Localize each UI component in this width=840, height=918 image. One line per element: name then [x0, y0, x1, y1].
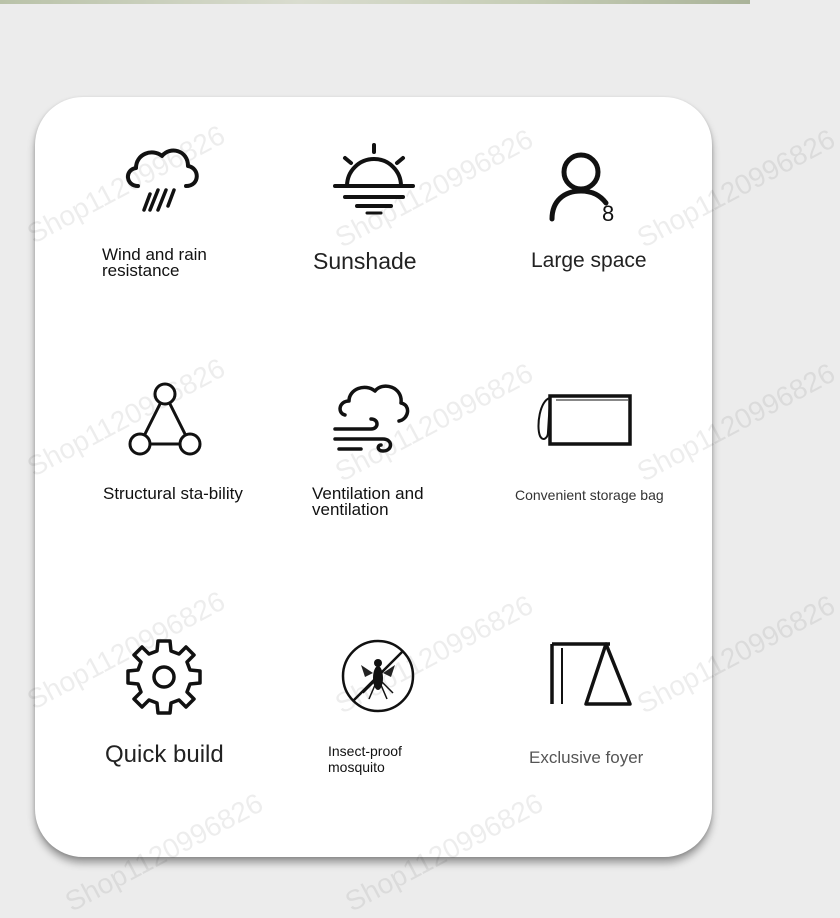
no-mosquito-icon [339, 637, 417, 720]
triangle-nodes-icon [126, 380, 204, 465]
storage-bag-icon [534, 390, 634, 453]
feature-label-structural-stability: Structural sta-bility [103, 484, 243, 503]
feature-label-insect-proof: Insect-proof mosquito [328, 743, 402, 775]
feature-label-storage-bag: Convenient storage bag [515, 487, 664, 503]
foyer-frame-icon [548, 638, 634, 715]
wind-cloud-icon [331, 379, 413, 464]
feature-label-sunshade: Sunshade [313, 248, 417, 274]
top-image-strip [0, 0, 750, 4]
feature-label-wind-rain: Wind and rain resistance [102, 245, 207, 280]
feature-label-exclusive-foyer: Exclusive foyer [529, 748, 644, 767]
feature-label-large-space: Large space [531, 249, 647, 272]
watermark: Shop1120996826 [632, 357, 840, 488]
cloud-rain-icon [122, 144, 202, 221]
person-8-icon [548, 149, 620, 230]
gear-icon [124, 637, 204, 722]
feature-label-quick-build: Quick build [105, 741, 224, 768]
watermark: Shop1120996826 [632, 589, 840, 720]
watermark: Shop1120996826 [632, 123, 840, 254]
svg-text:8: 8 [602, 201, 615, 226]
sunset-icon [333, 142, 415, 223]
feature-label-ventilation: Ventilation and ventilation [312, 484, 424, 519]
